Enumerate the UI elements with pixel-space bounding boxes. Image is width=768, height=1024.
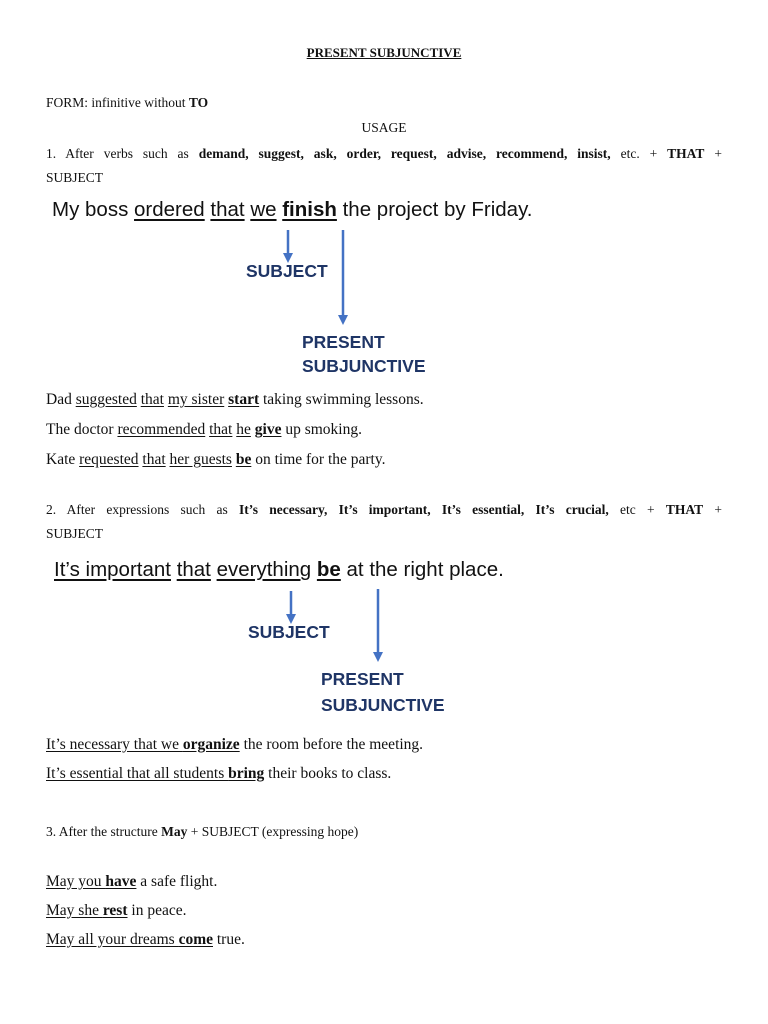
diagram2-sentence xyxy=(54,558,504,582)
example-rest: true. xyxy=(213,931,245,948)
example-expression: It’s essential that all students xyxy=(46,765,229,782)
example-subjunctive: rest xyxy=(102,902,128,919)
section2-plus: + xyxy=(703,502,722,517)
example-subject: her guests xyxy=(169,451,232,468)
example-that: that xyxy=(209,421,233,438)
diagram2-rest: at the right place. xyxy=(340,558,504,581)
example-rest: in peace. xyxy=(127,902,187,919)
example-subjunctive: organize xyxy=(182,736,240,753)
diagram1-subjunctive-label: SUBJUNCTIVE xyxy=(302,356,426,376)
example-rest: on time for the party. xyxy=(251,451,386,468)
example-6 xyxy=(46,873,217,891)
form-label: FORM: infinitive without xyxy=(46,95,189,110)
example-subjunctive: start xyxy=(228,391,260,408)
diagram1-subjunctive-word: finish xyxy=(282,198,337,221)
diagram2-subject-label: SUBJECT xyxy=(248,622,330,642)
example-may-phrase: May she xyxy=(46,902,103,919)
arrow-subjunctive-2 xyxy=(373,589,383,662)
diagram2-present-label: PRESENT xyxy=(321,669,404,689)
example-text: The doctor xyxy=(46,421,118,438)
example-rest: up smoking. xyxy=(281,421,362,438)
example-rest: their books to class. xyxy=(264,765,392,782)
example-subject: my sister xyxy=(167,391,225,408)
example-that: that xyxy=(142,451,166,468)
example-subjunctive: have xyxy=(105,873,137,890)
section1-verbs: demand, suggest, ask, order, request, advise, recommend, insist, xyxy=(198,146,611,161)
example-verb: recommended xyxy=(117,421,206,438)
section1-that: THAT xyxy=(667,146,705,161)
diagram2-subjunctive-label: SUBJUNCTIVE xyxy=(321,695,445,715)
example-2 xyxy=(46,421,362,439)
arrow-subjunctive-1 xyxy=(338,230,348,325)
form-keyword: TO xyxy=(188,95,209,110)
section2-that: THAT xyxy=(665,502,704,517)
diagram1-subject-label: SUBJECT xyxy=(246,261,328,281)
diagram1-that: that xyxy=(210,198,245,221)
example-1 xyxy=(46,391,424,409)
section1-plus: + xyxy=(704,146,722,161)
example-expression: It’s necessary that we xyxy=(46,736,183,753)
diagram2-that: that xyxy=(176,558,211,581)
section3-intro-text: 3. After the structure xyxy=(46,824,162,839)
example-8 xyxy=(46,931,245,949)
section2-intro-text: 2. After expressions such as xyxy=(46,502,239,517)
example-7 xyxy=(46,902,186,920)
section3-intro xyxy=(46,824,358,840)
diagram2-subject-word: everything xyxy=(216,558,312,581)
section2-intro-mid: etc + xyxy=(608,502,666,517)
example-subjunctive: give xyxy=(254,421,282,438)
diagram1-verb: ordered xyxy=(134,198,205,221)
section2-expressions: It’s necessary, It’s important, It’s essential, It’s crucial, xyxy=(239,502,609,517)
section1-intro-mid: etc. + xyxy=(610,146,668,161)
example-subjunctive: come xyxy=(178,931,213,948)
example-text: Kate xyxy=(46,451,80,468)
usage-heading: USAGE xyxy=(361,120,407,135)
example-may-phrase: May you xyxy=(46,873,106,890)
example-that: that xyxy=(140,391,164,408)
example-rest: taking swimming lessons. xyxy=(259,391,424,408)
example-verb: requested xyxy=(79,451,139,468)
example-subject: he xyxy=(236,421,251,438)
diagram1-rest: the project by Friday. xyxy=(336,198,533,221)
example-text: Dad xyxy=(46,391,76,408)
example-rest: the room before the meeting. xyxy=(239,736,424,753)
diagram1-word: My boss xyxy=(52,198,135,221)
example-verb: suggested xyxy=(75,391,137,408)
diagram2-expression: It’s important xyxy=(54,558,171,581)
section1-intro-text: 1. After verbs such as xyxy=(46,146,199,161)
diagram1-subject-word: we xyxy=(250,198,277,221)
section3-may: May xyxy=(161,824,188,839)
section1-subject-line: SUBJECT xyxy=(46,170,104,185)
section3-intro-end: + SUBJECT (expressing hope) xyxy=(187,824,359,839)
example-4 xyxy=(46,736,423,754)
diagram2-subjunctive-word: be xyxy=(316,558,341,581)
example-subjunctive: be xyxy=(235,451,252,468)
example-3 xyxy=(46,451,385,469)
example-may-phrase: May all your dreams xyxy=(46,931,179,948)
section2-intro xyxy=(46,502,722,518)
page-title: PRESENT SUBJUNCTIVE xyxy=(306,45,462,60)
example-subjunctive: bring xyxy=(228,765,265,782)
diagram1-present-label: PRESENT xyxy=(302,332,385,352)
section2-subject-line: SUBJECT xyxy=(46,526,104,541)
example-5 xyxy=(46,765,391,783)
example-rest: a safe flight. xyxy=(136,873,218,890)
